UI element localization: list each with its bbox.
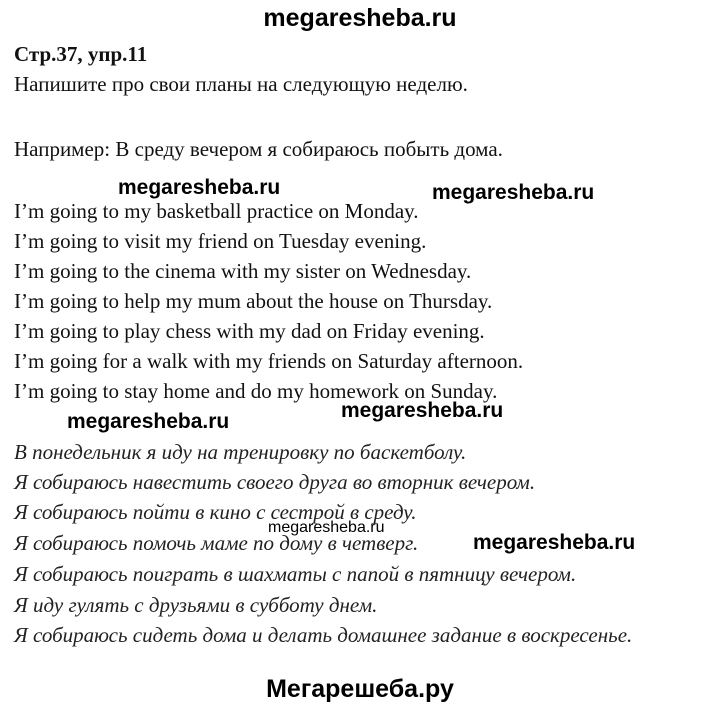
russian-line: Я собираюсь сидеть дома и делать домашнее задание в воскресенье. [14, 623, 633, 647]
english-line: I’m going to visit my friend on Tuesday evening. [14, 229, 427, 253]
russian-line: Я собираюсь помочь маме по дому в четверг. [14, 531, 419, 555]
russian-line: Я собираюсь пойти в кино с сестрой в среду. [14, 500, 417, 524]
english-line: I’m going to the cinema with my sister on Wednesday. [14, 259, 472, 283]
task-example: Например: В среду вечером я собираюсь побыть дома. [14, 137, 503, 161]
task-title: Стр.37, упр.11 [14, 42, 148, 66]
english-line: I’m going for a walk with my friends on Saturday afternoon. [14, 349, 524, 373]
site-footer-watermark: Мегарешеба.ру [266, 675, 454, 703]
watermark-6: megaresheba.ru [473, 531, 636, 554]
english-line: I’m going to play chess with my dad on Friday evening. [14, 319, 485, 343]
watermark-3: megaresheba.ru [67, 410, 230, 433]
watermark-4: megaresheba.ru [341, 399, 504, 422]
watermark-1: megaresheba.ru [118, 176, 281, 199]
russian-line: Я собираюсь поиграть в шахматы с папой в пятницу вечером. [14, 562, 577, 586]
watermark-2: megaresheba.ru [432, 181, 595, 204]
english-line: I’m going to help my mum about the house on Thursday. [14, 289, 493, 313]
site-header-watermark: megaresheba.ru [263, 4, 457, 32]
task-instruction: Напишите про свои планы на следующую неделю. [14, 72, 468, 96]
english-line: I’m going to stay home and do my homework on Sunday. [14, 379, 498, 403]
russian-line: В понедельник я иду на тренировку по баскетболу. [14, 440, 467, 464]
russian-line: Я иду гулять с друзьями в субботу днем. [14, 593, 378, 617]
english-line: I’m going to my basketball practice on Monday. [14, 199, 419, 223]
watermark-5: megaresheba.ru [268, 519, 385, 536]
russian-line: Я собираюсь навестить своего друга во вторник вечером. [14, 470, 536, 494]
